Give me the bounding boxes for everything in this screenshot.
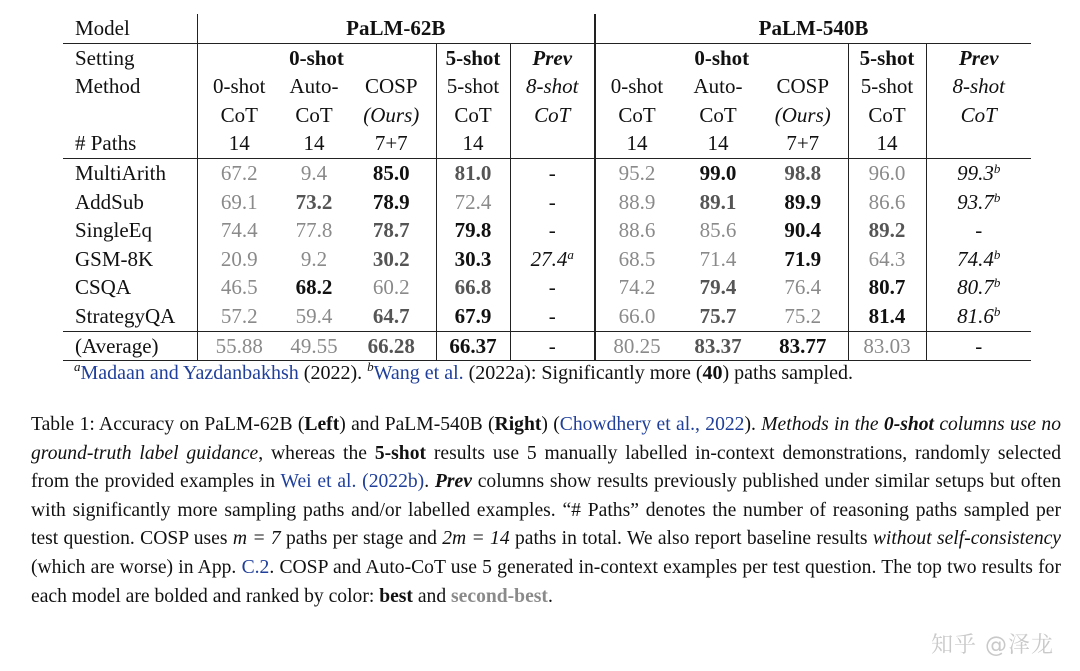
table-cell: 83.77 <box>779 333 827 358</box>
table-cell: 79.4 <box>699 275 737 300</box>
ref-wei-year[interactable]: (2022b) <box>356 471 425 493</box>
method-l1: 0-shot <box>595 72 678 101</box>
paths-cell: 14 <box>303 131 325 156</box>
setting-0shot-right: 0-shot <box>595 43 848 72</box>
method-l1: 0-shot <box>197 72 281 101</box>
table-cell: 66.37 <box>436 331 510 361</box>
table-cell: 95.2 <box>595 158 678 187</box>
header-row-method-2 <box>63 101 1031 130</box>
table-cell: 67.9 <box>436 302 510 331</box>
paths-cell: 14 <box>595 129 678 158</box>
caption-text: paths per stage and <box>280 528 443 550</box>
header-row-method <box>63 72 1031 101</box>
table-cell: 78.9 <box>372 189 410 214</box>
table-row <box>63 216 1031 245</box>
caption-text: paths in total. We also report baseline results <box>509 528 873 550</box>
paths-cell: 14 <box>436 129 510 158</box>
table-cell: 71.9 <box>784 246 822 271</box>
setting-label: Setting <box>75 45 135 70</box>
watermark: 知乎 @泽龙 <box>931 633 1054 658</box>
table-cell: 9.4 <box>300 160 328 185</box>
row-label: CSQA <box>75 275 132 300</box>
method-label: Method <box>75 74 141 99</box>
caption-text: and <box>412 585 452 607</box>
table-footnote <box>74 359 854 385</box>
table-cell: 79.8 <box>436 216 510 245</box>
row-label: StrategyQA <box>75 303 176 328</box>
table-cell: 80.7 <box>848 273 926 302</box>
method-l1: 5-shot <box>848 72 926 101</box>
table-cell: 89.9 <box>784 189 822 214</box>
table-cell: 98.8 <box>784 160 822 185</box>
caption-best: best <box>379 585 413 607</box>
caption-text: ) and PaLM-540B ( <box>339 414 495 435</box>
table-cell: 75.2 <box>784 303 822 328</box>
method-l1: Auto- <box>289 74 339 99</box>
table-cell: 80.7$^b$ <box>926 273 1031 302</box>
table-cell: 66.28 <box>367 333 415 358</box>
table-cell: 89.2 <box>848 216 926 245</box>
footnote-bold-num: 40 <box>702 362 723 384</box>
table-cell: 88.9 <box>595 188 678 217</box>
table-cell: 46.5 <box>197 273 281 302</box>
table-cell: 81.0 <box>436 158 510 187</box>
cell-superscript: b <box>993 189 1001 205</box>
ref-appendix[interactable]: C.2 <box>241 556 270 578</box>
method-l2: CoT <box>595 101 678 130</box>
caption-text: results use 5 manually labelled in-context demonstrations, randomly selected from the provided examples in <box>31 442 1061 493</box>
caption-text: Table 1: Accuracy on PaLM-62B ( <box>31 414 305 435</box>
method-l1: COSP <box>776 74 830 99</box>
ref-wang[interactable]: Wang et al. <box>373 362 464 384</box>
table-cell: - <box>926 331 1031 361</box>
cell-superscript: b <box>993 246 1001 262</box>
table-row <box>63 331 1031 361</box>
table-cell: 99.0 <box>699 160 737 185</box>
paths-label: # Paths <box>75 131 137 156</box>
method-l2: CoT <box>197 101 281 130</box>
caption-right: Right <box>494 414 542 435</box>
table-cell: 55.88 <box>197 331 281 361</box>
table-cell: 72.4 <box>436 188 510 217</box>
table-cell: 60.2 <box>372 275 410 300</box>
caption-text: ). <box>744 414 762 435</box>
row-label: SingleEq <box>75 218 152 243</box>
caption-second-best: second-best <box>451 585 548 607</box>
setting-5shot-right: 5-shot <box>848 43 926 72</box>
caption-text: . <box>424 471 435 493</box>
header-row-model <box>63 14 1031 43</box>
table-row <box>63 188 1031 217</box>
caption-italic: Methods in the <box>761 414 884 435</box>
header-row-paths <box>63 129 1031 158</box>
table-cell: - <box>510 302 595 331</box>
table-cell: 64.3 <box>848 245 926 274</box>
table-caption <box>31 411 1061 611</box>
footnote-year-a: (2022). <box>298 362 368 384</box>
table-cell: 71.4 <box>699 246 737 271</box>
data-rows <box>63 158 1031 331</box>
paths-cell: 7+7 <box>374 131 408 156</box>
table-cell: 85.6 <box>699 218 737 243</box>
caption-prev: Prev <box>434 471 472 493</box>
header-row-setting <box>63 43 1031 72</box>
table-cell: 66.0 <box>595 302 678 331</box>
model-palm-62b: PaLM-62B <box>197 14 595 43</box>
row-label: GSM-8K <box>75 246 154 271</box>
table-cell: 77.8 <box>295 218 333 243</box>
method-l2: CoT <box>510 101 595 130</box>
cell-superscript: b <box>993 303 1001 319</box>
row-label: (Average) <box>75 333 159 358</box>
table-cell: 68.2 <box>295 275 333 300</box>
cell-superscript: b <box>993 160 1001 176</box>
caption-text: columns show results previously published under similar setups but often with significantly more sampling paths and/or labelled examples. “# Paths” denotes the number of reasoning paths sampled per test question. COSP uses <box>31 471 1062 550</box>
table-cell: 93.7$^b$ <box>926 188 1031 217</box>
method-l2: CoT <box>699 102 737 127</box>
ref-chowdhery[interactable]: Chowdhery et al., 2022 <box>559 414 745 435</box>
ref-wei[interactable]: Wei et al. <box>280 471 357 493</box>
footnote-sup-b: b <box>367 359 374 374</box>
caption-italic: without self-consistency <box>872 528 1062 550</box>
table-cell: - <box>926 216 1031 245</box>
table-cell: 96.0 <box>848 158 926 187</box>
table-cell: - <box>510 188 595 217</box>
table-cell: 27.4$^a$ <box>510 245 595 274</box>
table-cell: 74.4$^b$ <box>926 245 1031 274</box>
table-cell: 76.4 <box>784 275 822 300</box>
caption-bold-italic: 0-shot <box>883 414 934 435</box>
method-l1: Auto- <box>693 74 743 99</box>
table-cell: 69.1 <box>197 188 281 217</box>
table-cell: 57.2 <box>197 302 281 331</box>
table-row <box>63 302 1031 331</box>
setting-prev-left: Prev <box>510 43 595 72</box>
table-cell: - <box>510 331 595 361</box>
table-cell: 49.55 <box>290 333 338 358</box>
table-cell: 67.2 <box>197 158 281 187</box>
footnote-text-1: : Significantly more ( <box>530 362 703 384</box>
method-l2: (Ours) <box>363 102 420 127</box>
table-cell: 30.3 <box>436 245 510 274</box>
footnote-sup-a: a <box>74 359 81 374</box>
table-cell: 64.7 <box>372 303 410 328</box>
caption-italic: columns use no ground-truth label guidance <box>31 414 1062 464</box>
paths-cell: 7+7 <box>786 131 820 156</box>
table-cell: 78.7 <box>372 218 410 243</box>
method-l1: 8-shot <box>926 72 1031 101</box>
paths-cell: 14 <box>707 131 729 156</box>
row-label: MultiArith <box>75 160 167 185</box>
method-l2: CoT <box>926 101 1031 130</box>
table-cell: - <box>510 216 595 245</box>
caption-text: . COSP and Auto-CoT use 5 generated in-context examples per test question. The top two results for each model are bolded and ranked by color: <box>31 556 1061 607</box>
footnote-year-b: (2022a) <box>463 362 531 384</box>
table-cell: 89.1 <box>699 189 737 214</box>
paths-cell: 14 <box>197 129 281 158</box>
model-palm-540b: PaLM-540B <box>595 14 1031 43</box>
table-cell: 74.4 <box>197 216 281 245</box>
table-cell: 20.9 <box>197 245 281 274</box>
table-row <box>63 273 1031 302</box>
table-cell: 68.5 <box>595 245 678 274</box>
results-table <box>63 14 1031 361</box>
table-row <box>63 245 1031 274</box>
footnote-text-2: ) paths sampled. <box>722 362 854 384</box>
caption-math: m = 7 <box>232 528 281 550</box>
method-l2: CoT <box>295 102 333 127</box>
method-l2: CoT <box>436 101 510 130</box>
setting-0shot-left: 0-shot <box>197 43 436 72</box>
table-cell: 75.7 <box>699 303 737 328</box>
cell-superscript: a <box>567 246 574 262</box>
table-cell: 80.25 <box>595 331 678 361</box>
table-cell: 81.4 <box>848 302 926 331</box>
method-l1: 8-shot <box>510 72 595 101</box>
table-cell: 74.2 <box>595 273 678 302</box>
method-l2: (Ours) <box>774 102 831 127</box>
table-cell: - <box>510 273 595 302</box>
model-label: Model <box>75 16 130 40</box>
caption-text: ) ( <box>541 414 560 435</box>
table-cell: 83.03 <box>848 331 926 361</box>
caption-text: . <box>547 585 553 607</box>
ref-madaan[interactable]: Madaan and Yazdanbakhsh <box>80 362 299 384</box>
table-cell: 59.4 <box>295 303 333 328</box>
setting-5shot-left: 5-shot <box>436 43 510 72</box>
table-cell: 73.2 <box>295 189 333 214</box>
setting-prev-right: Prev <box>926 43 1031 72</box>
table-cell: 99.3$^b$ <box>926 158 1031 187</box>
table-cell: 81.6$^b$ <box>926 302 1031 331</box>
caption-left: Left <box>304 414 340 435</box>
paths-cell: 14 <box>848 129 926 158</box>
caption-text: , whereas the <box>258 442 375 464</box>
table-cell: - <box>510 158 595 187</box>
table-cell: 85.0 <box>372 160 410 185</box>
method-l2: CoT <box>848 101 926 130</box>
average-row-body <box>63 331 1031 361</box>
caption-bold: 5-shot <box>374 442 427 464</box>
table-row <box>63 158 1031 187</box>
cell-superscript: b <box>993 275 1001 291</box>
table-cell: 9.2 <box>300 246 328 271</box>
method-l1: COSP <box>364 74 418 99</box>
table-cell: 88.6 <box>595 216 678 245</box>
caption-math: 2m = 14 <box>442 528 510 550</box>
caption-text: (which are worse) in App. <box>31 556 242 578</box>
table-cell: 90.4 <box>784 218 822 243</box>
table-cell: 83.37 <box>694 333 742 358</box>
table-cell: 86.6 <box>848 188 926 217</box>
table-cell: 66.8 <box>436 273 510 302</box>
row-label: AddSub <box>75 189 144 214</box>
method-l1: 5-shot <box>436 72 510 101</box>
table-cell: 30.2 <box>372 246 410 271</box>
